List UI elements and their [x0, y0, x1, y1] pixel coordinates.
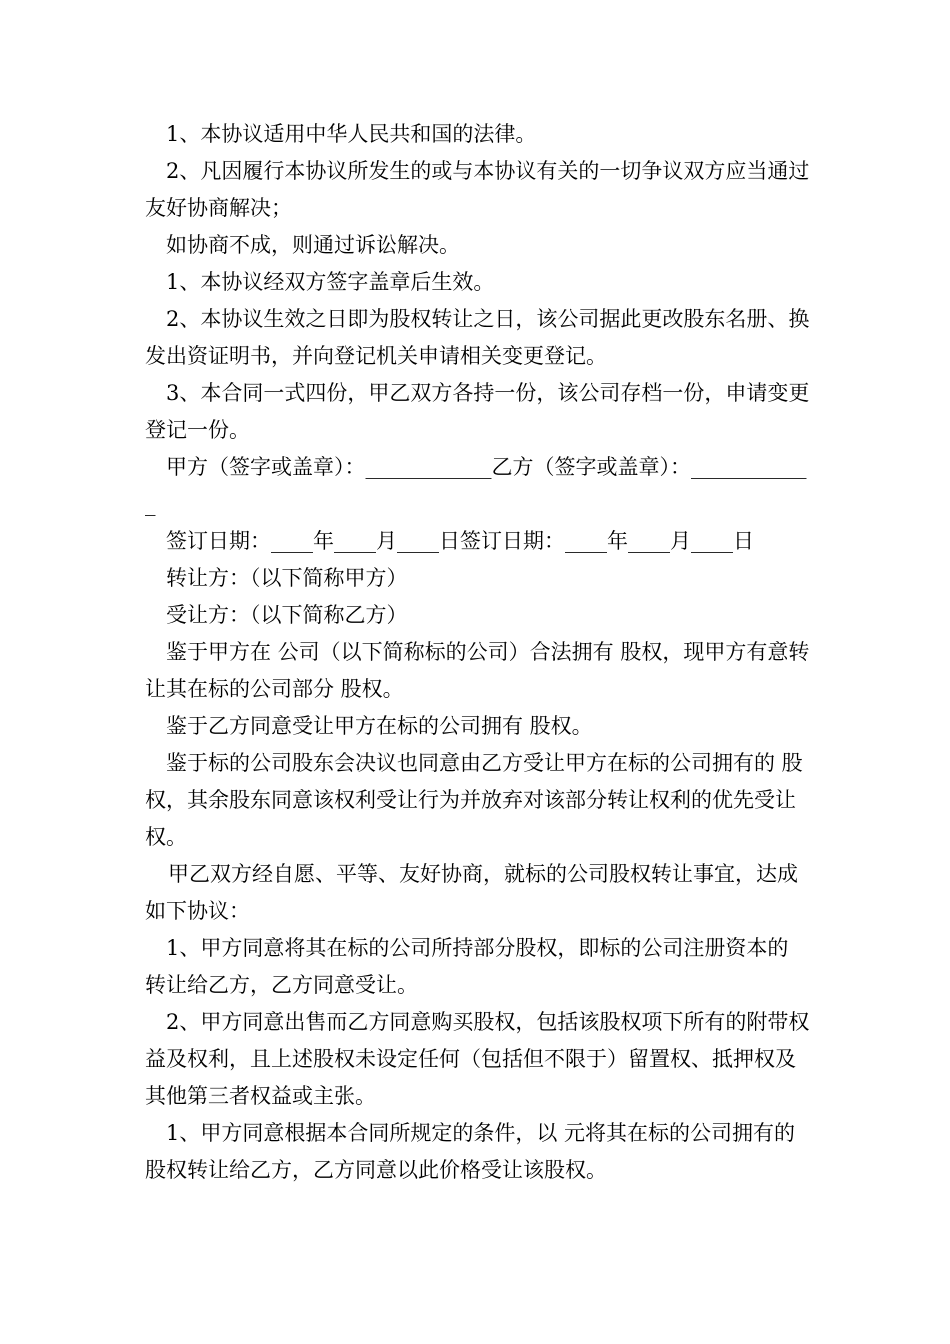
- clause-governing-law: 1、本协议适用中华人民共和国的法律。: [166, 122, 537, 146]
- recital-party-b: 鉴于乙方同意受让甲方在标的公司拥有 股权。: [166, 714, 593, 738]
- transferee-line: 受让方：（以下简称乙方）: [166, 603, 408, 627]
- recital-shareholders: 鉴于标的公司股东会决议也同意由乙方受让甲方在标的公司拥有的 股权，其余股东同意该权利受让行为并放弃对该部分转让权利的优先受让权。: [145, 751, 803, 849]
- clause-purchase-rights: 2、甲方同意出售而乙方同意购买股权，包括该股权项下所有的附带权益及权利，且上述股权未设定任何（包括但不限于）留置权、抵押权及其他第三者权益或主张。: [145, 1010, 810, 1108]
- clause-copies: 3、本合同一式四份，甲乙双方各持一份，该公司存档一份，申请变更登记一份。: [145, 381, 810, 442]
- signing-date-line: 签订日期：____年____月____日签订日期：____年____月____日: [166, 529, 754, 553]
- recital-agreement: 甲乙双方经自愿、平等、友好协商，就标的公司股权转让事宜，达成如下协议：: [145, 862, 798, 923]
- clause-transfer-date: 2、本协议生效之日即为股权转让之日，该公司据此更改股东名册、换发出资证明书，并向登记机关申请相关变更登记。: [145, 307, 810, 368]
- clause-effective: 1、本协议经双方签字盖章后生效。: [166, 270, 495, 294]
- clause-dispute-negotiation: 2、凡因履行本协议所发生的或与本协议有关的一切争议双方应当通过友好协商解决；: [145, 159, 810, 220]
- transferor-line: 转让方：（以下简称甲方）: [166, 566, 408, 590]
- clause-price: 1、甲方同意根据本合同所规定的条件，以 元将其在标的公司拥有的 股权转让给乙方，乙方同意以此价格受让该股权。: [145, 1121, 796, 1182]
- document-body: [145, 116, 810, 1189]
- signature-line: 甲方（签字或盖章）：____________乙方（签字或盖章）：____________: [145, 455, 807, 516]
- clause-transfer-share: 1、甲方同意将其在标的公司所持部分股权，即标的公司注册资本的 转让给乙方，乙方同意受让。: [145, 936, 789, 997]
- recital-party-a: 鉴于甲方在 公司（以下简称标的公司）合法拥有 股权，现甲方有意转让其在标的公司部分 股权。: [145, 640, 810, 701]
- clause-dispute-litigation: 如协商不成，则通过诉讼解决。: [166, 233, 460, 257]
